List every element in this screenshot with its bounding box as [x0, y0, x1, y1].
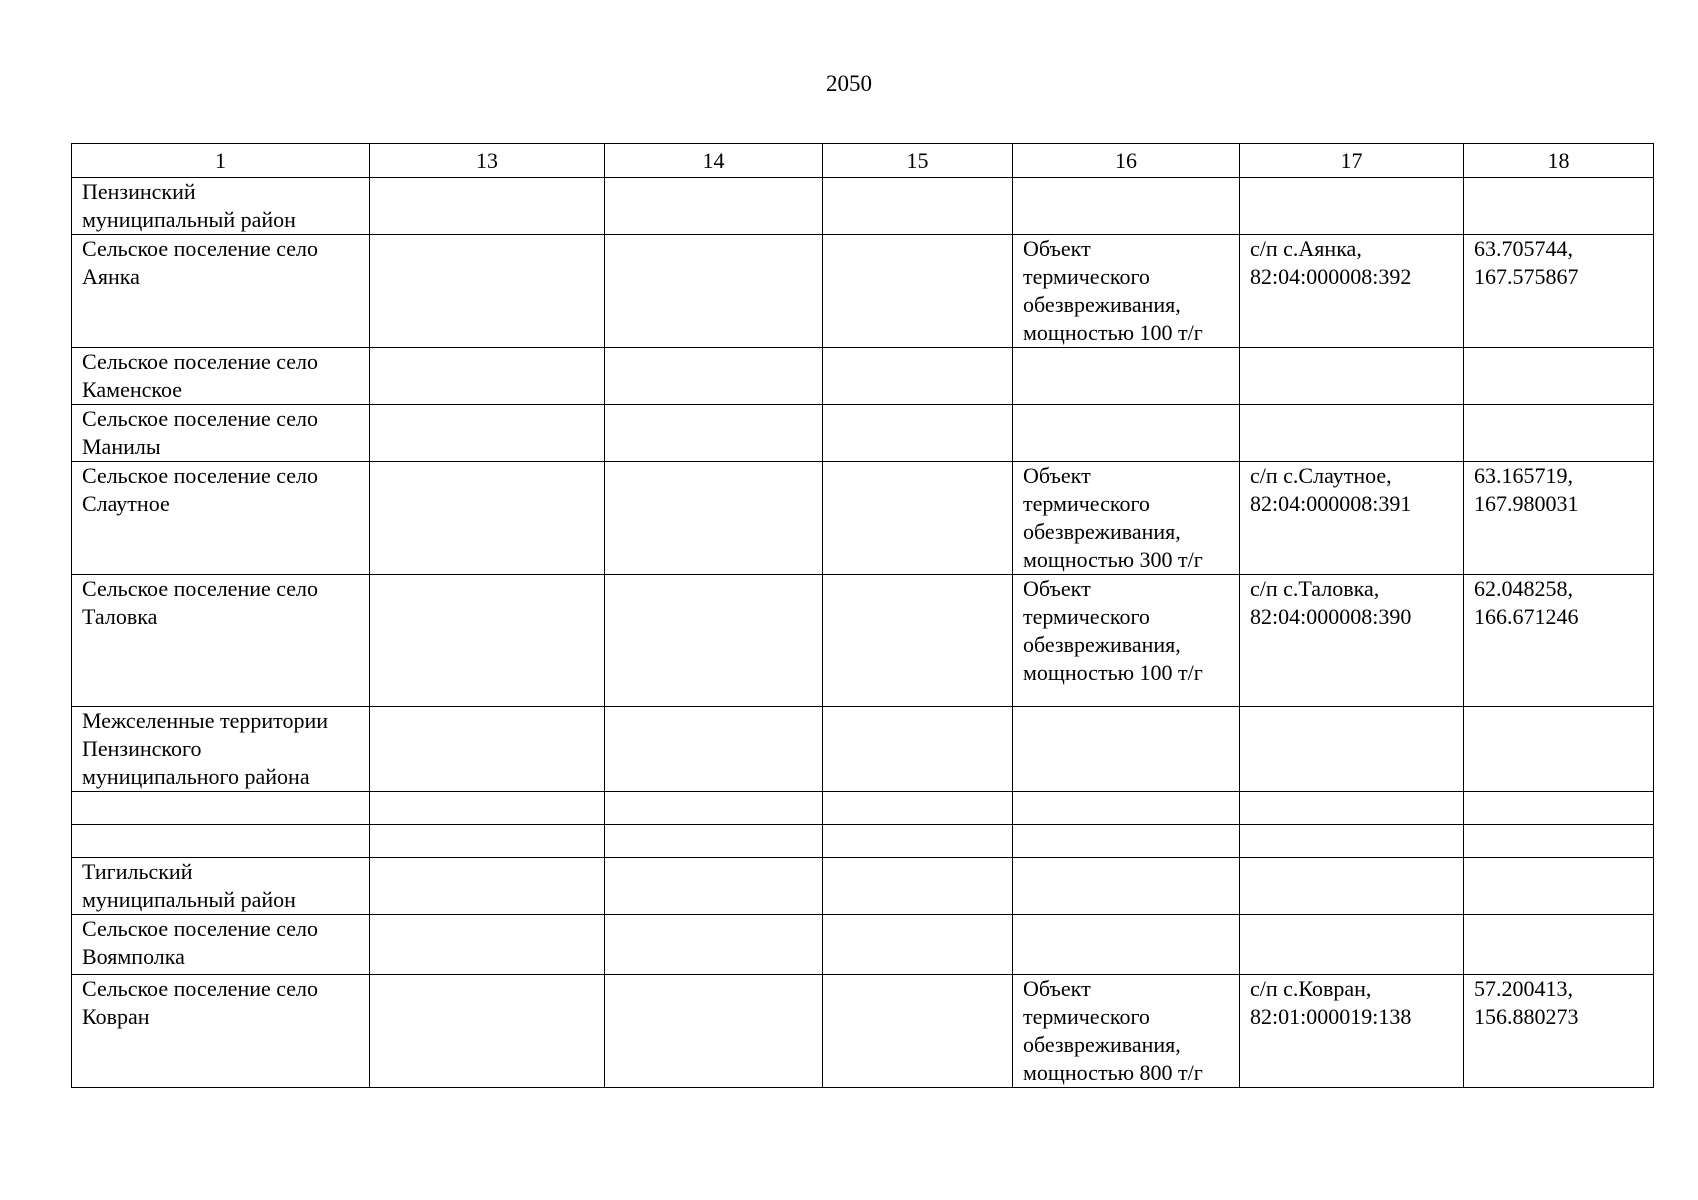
page-number: 2050	[826, 71, 872, 96]
cell-text: Пензинский муниципальный район	[82, 179, 296, 232]
header-cell: 13	[370, 144, 605, 178]
table-cell	[72, 235, 370, 348]
table-cell	[1240, 178, 1464, 235]
cell-text: с/п с.Слаутное, 82:04:000008:391	[1250, 463, 1412, 516]
cell-text: с/п с.Таловка, 82:04:000008:390	[1250, 576, 1412, 629]
table-cell	[823, 348, 1013, 405]
table-cell	[1013, 858, 1240, 915]
table-cell	[72, 915, 370, 975]
table-cell	[1464, 792, 1654, 825]
table-cell	[72, 858, 370, 915]
header-cell: 1	[72, 144, 370, 178]
table-row	[72, 348, 1654, 405]
table-cell	[605, 915, 823, 975]
table-cell	[1240, 975, 1464, 1088]
table-row	[72, 915, 1654, 975]
table-cell	[1013, 178, 1240, 235]
table-cell	[370, 858, 605, 915]
data-table	[71, 143, 1654, 1088]
cell-text: Сельское поселение село Таловка	[82, 576, 319, 629]
table-cell	[823, 915, 1013, 975]
table-cell	[1464, 348, 1654, 405]
table-cell	[1240, 575, 1464, 707]
cell-text: с/п с.Ковран, 82:01:000019:138	[1250, 976, 1412, 1029]
header-row	[72, 144, 1654, 178]
table-cell	[605, 707, 823, 792]
table-cell	[605, 975, 823, 1088]
table-cell	[1013, 575, 1240, 707]
table-cell	[1464, 858, 1654, 915]
table-row	[72, 462, 1654, 575]
table-cell	[370, 792, 605, 825]
table-cell	[72, 707, 370, 792]
cell-text: 62.048258, 166.671246	[1474, 576, 1579, 629]
table-cell	[1240, 915, 1464, 975]
header-cell: 17	[1240, 144, 1464, 178]
table-cell	[605, 178, 823, 235]
table-cell	[370, 707, 605, 792]
cell-text: 63.165719, 167.980031	[1474, 463, 1579, 516]
cell-text: Объект термического обезвреживания, мощностью 100 т/г	[1023, 236, 1203, 345]
table-cell	[370, 462, 605, 575]
table-cell	[72, 405, 370, 462]
table-cell	[370, 975, 605, 1088]
table-row	[72, 405, 1654, 462]
table-cell	[823, 975, 1013, 1088]
table-cell	[1240, 348, 1464, 405]
table-cell	[1464, 915, 1654, 975]
table-cell	[605, 858, 823, 915]
table-cell	[1013, 792, 1240, 825]
table-cell	[605, 348, 823, 405]
table-cell	[370, 178, 605, 235]
table-cell	[823, 858, 1013, 915]
table-cell	[1464, 825, 1654, 858]
cell-text: Тигильский муниципальный район	[82, 859, 296, 912]
table-cell	[1464, 707, 1654, 792]
table-cell	[72, 975, 370, 1088]
table-cell	[1464, 575, 1654, 707]
cell-text: Сельское поселение село Слаутное	[82, 463, 319, 516]
cell-text: с/п с.Аянка, 82:04:000008:392	[1250, 236, 1412, 289]
table-cell	[605, 405, 823, 462]
header-cell: 14	[605, 144, 823, 178]
table-cell	[605, 825, 823, 858]
table-cell	[823, 792, 1013, 825]
table-cell	[1013, 707, 1240, 792]
table-row	[72, 178, 1654, 235]
table-cell	[72, 575, 370, 707]
table-cell	[1464, 462, 1654, 575]
table-cell	[1464, 975, 1654, 1088]
table-cell	[72, 348, 370, 405]
cell-text: Объект термического обезвреживания, мощностью 100 т/г	[1023, 576, 1203, 685]
table-cell	[370, 575, 605, 707]
cell-text: Сельское поселение село Воямполка	[82, 916, 319, 969]
table-cell	[823, 178, 1013, 235]
table-cell	[605, 575, 823, 707]
table-cell	[1013, 348, 1240, 405]
table-cell	[1013, 462, 1240, 575]
header-cell: 15	[823, 144, 1013, 178]
table-cell	[823, 235, 1013, 348]
table-cell	[72, 462, 370, 575]
table-cell	[605, 462, 823, 575]
cell-text: Сельское поселение село Манилы	[82, 406, 319, 459]
cell-text: Сельское поселение село Аянка	[82, 236, 319, 289]
table-cell	[823, 462, 1013, 575]
table-row	[72, 825, 1654, 858]
table-cell	[1013, 825, 1240, 858]
table-cell	[370, 348, 605, 405]
table-cell	[72, 792, 370, 825]
table-cell	[1240, 707, 1464, 792]
cell-text: 57.200413, 156.880273	[1474, 976, 1579, 1029]
cell-text: Сельское поселение село Ковран	[82, 976, 319, 1029]
table-cell	[823, 575, 1013, 707]
table-cell	[1464, 178, 1654, 235]
table-cell	[1464, 235, 1654, 348]
table-row	[72, 858, 1654, 915]
table-cell	[1013, 975, 1240, 1088]
table-cell	[370, 235, 605, 348]
header-cell: 18	[1464, 144, 1654, 178]
table-cell	[823, 825, 1013, 858]
table-cell	[1240, 792, 1464, 825]
table-cell	[823, 707, 1013, 792]
table-cell	[72, 178, 370, 235]
table-cell	[370, 825, 605, 858]
table-cell	[1240, 235, 1464, 348]
cell-text: Объект термического обезвреживания, мощностью 300 т/г	[1023, 463, 1203, 572]
table-cell	[1013, 915, 1240, 975]
table-row	[72, 707, 1654, 792]
header-cell: 16	[1013, 144, 1240, 178]
cell-text: Межселенные территории Пензинского муниципального района	[82, 708, 328, 789]
table-cell	[823, 405, 1013, 462]
table-cell	[1240, 825, 1464, 858]
table-row	[72, 975, 1654, 1088]
table-row	[72, 792, 1654, 825]
table-cell	[605, 792, 823, 825]
table-cell	[1013, 235, 1240, 348]
table-row	[72, 575, 1654, 707]
cell-text: Сельское поселение село Каменское	[82, 349, 319, 402]
table-cell	[370, 405, 605, 462]
table-cell	[1013, 405, 1240, 462]
table-cell	[1240, 405, 1464, 462]
table-cell	[1464, 405, 1654, 462]
cell-text: 63.705744, 167.575867	[1474, 236, 1579, 289]
table-cell	[1240, 858, 1464, 915]
table-cell	[72, 825, 370, 858]
table-cell	[605, 235, 823, 348]
cell-text: Объект термического обезвреживания, мощностью 800 т/г	[1023, 976, 1203, 1085]
table-row	[72, 235, 1654, 348]
table-cell	[370, 915, 605, 975]
table-cell	[1240, 462, 1464, 575]
